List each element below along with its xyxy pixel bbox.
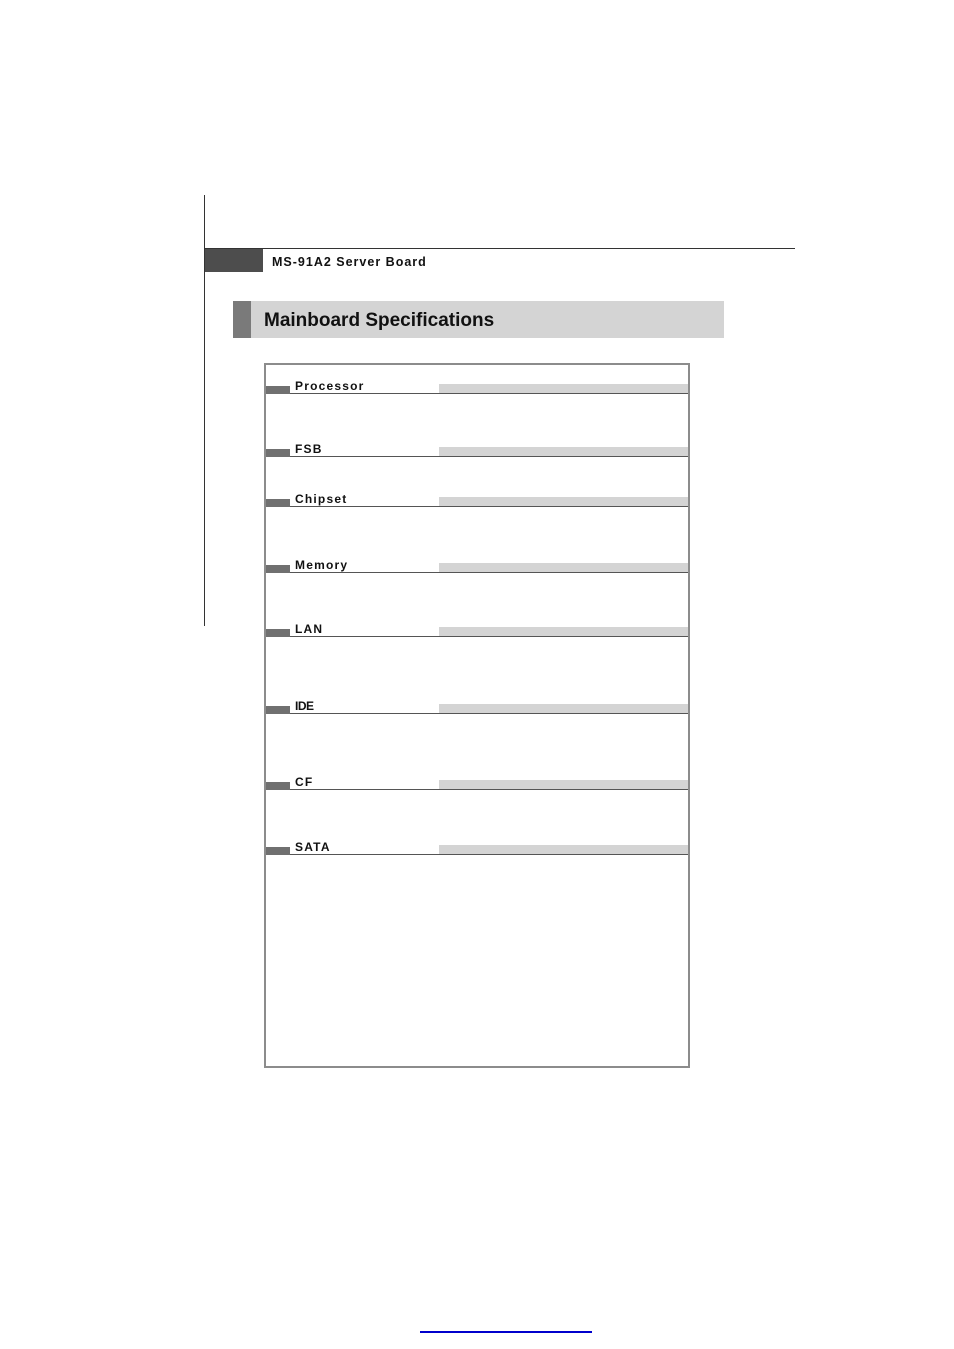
row-rule xyxy=(290,854,688,855)
row-marker xyxy=(266,386,290,394)
section-accent xyxy=(233,301,251,338)
spec-row-fsb xyxy=(266,437,688,457)
row-rule xyxy=(290,636,688,637)
row-rule xyxy=(290,456,688,457)
row-marker xyxy=(266,629,290,637)
spec-row-ide xyxy=(266,694,688,714)
row-bar xyxy=(439,780,688,789)
section-title: Mainboard Specifications xyxy=(264,310,495,331)
row-bar xyxy=(439,447,688,456)
row-bar xyxy=(439,627,688,636)
row-marker xyxy=(266,847,290,855)
spec-label-processor: Processor xyxy=(295,379,365,393)
row-marker xyxy=(266,449,290,457)
spec-label-cf: CF xyxy=(295,775,314,789)
row-bar xyxy=(439,704,688,713)
row-marker xyxy=(266,499,290,507)
row-rule xyxy=(290,572,688,573)
spec-row-lan xyxy=(266,617,688,637)
header-tab xyxy=(205,249,263,272)
row-rule xyxy=(290,506,688,507)
spec-label-lan: LAN xyxy=(295,622,324,636)
spec-label-memory: Memory xyxy=(295,558,349,572)
row-marker xyxy=(266,565,290,573)
spec-row-chipset xyxy=(266,487,688,507)
spec-label-sata: SATA xyxy=(295,840,331,854)
row-rule xyxy=(290,713,688,714)
row-bar xyxy=(439,845,688,854)
spec-row-cf xyxy=(266,770,688,790)
spec-table xyxy=(264,363,690,1068)
spec-label-ide: IDE xyxy=(295,699,314,713)
spec-label-chipset: Chipset xyxy=(295,492,348,506)
header-product-title: MS-91A2 Server Board xyxy=(272,255,427,269)
row-marker xyxy=(266,782,290,790)
row-bar xyxy=(439,384,688,393)
footer-link-underline[interactable] xyxy=(420,1331,592,1333)
spec-label-fsb: FSB xyxy=(295,442,323,456)
header-rule xyxy=(204,248,795,249)
row-marker xyxy=(266,706,290,714)
section-banner xyxy=(233,301,724,338)
row-bar xyxy=(439,563,688,572)
row-rule xyxy=(290,789,688,790)
row-rule xyxy=(290,393,688,394)
spec-row-memory xyxy=(266,553,688,573)
spec-row-processor xyxy=(266,374,688,394)
spec-row-sata xyxy=(266,835,688,855)
row-bar xyxy=(439,497,688,506)
